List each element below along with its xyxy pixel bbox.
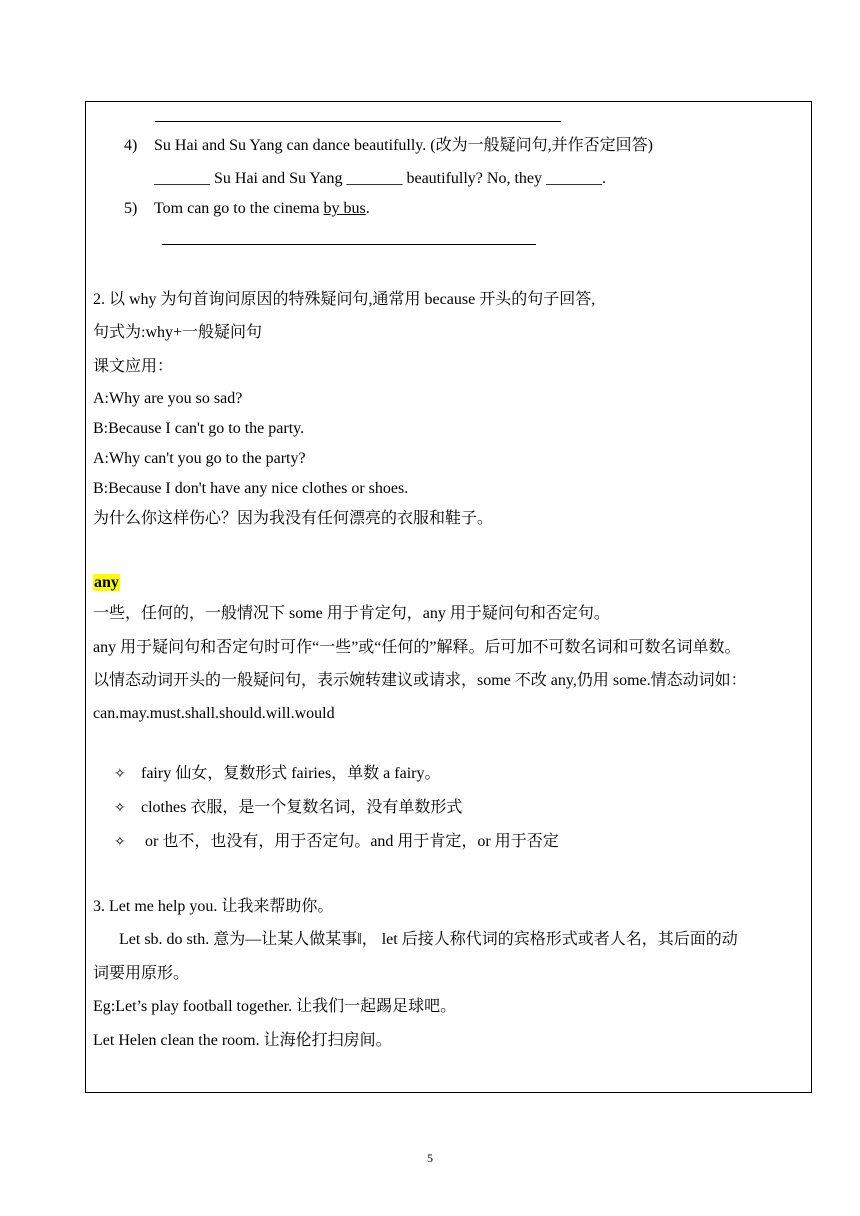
example-line: Eg:Let’s play football together. 让我们一起踢足球吧。 <box>93 998 457 1015</box>
diamond-bullet-icon: ✧ <box>114 800 126 816</box>
vocab-item: or 也不，也没有，用于否定句。and 用于肯定，or 用于否定 <box>145 833 559 850</box>
diamond-bullet-icon: ✧ <box>114 766 126 782</box>
vocab-item: fairy 仙女，复数形式 fairies，单数 a fairy。 <box>141 765 441 782</box>
exercise-text: Su Hai and Su Yang can dance beautifully. (改为一般疑问句,并作否定回答) <box>154 137 653 154</box>
dialogue-line: B:Because I can't go to the party. <box>93 420 305 437</box>
note-line: 一些，任何的，一般情况下 some 用于肯定句，any 用于疑问句和否定句。 <box>93 605 610 622</box>
note-line: 以情态动词开头的一般疑问句，表示婉转建议或请求，some 不改 any,仍用 some.情态动词如： <box>93 672 747 689</box>
example-line: Let Helen clean the room. 让海伦打扫房间。 <box>93 1032 392 1049</box>
answer-line <box>155 121 561 122</box>
keyword-any: any <box>94 574 119 591</box>
underlined-phrase: by bus <box>323 200 366 217</box>
note-line: can.may.must.shall.should.will.would <box>93 705 335 722</box>
exercise-number: 5) <box>124 200 138 217</box>
note-line: any 用于疑问句和否定句时可作“一些”或“任何的”解释。后可加不可数名词和可数名词单数。 <box>93 639 741 656</box>
diamond-bullet-icon: ✧ <box>114 834 126 850</box>
dialogue-line: A:Why can't you go to the party? <box>93 450 306 467</box>
blank[interactable]: _______ <box>346 170 403 187</box>
vocab-item: clothes 衣服，是一个复数名词，没有单数形式 <box>141 799 463 816</box>
explanation-line: 词要用原形。 <box>93 965 190 982</box>
explanation-line: Let sb. do sth. 意为—让某人做某事‖， let 后接人称代词的宾格形式或者人名，其后面的动 <box>119 931 738 948</box>
keyword-highlight <box>93 573 120 593</box>
page-number: 5 <box>427 1151 433 1165</box>
blank[interactable]: _______ <box>154 170 210 187</box>
section-heading: 2. 以 why 为句首询问原因的特殊疑问句,通常用 because 开头的句子回答, <box>93 291 596 308</box>
exercise-number: 4) <box>124 137 138 154</box>
exercise-text <box>154 199 370 219</box>
dialogue-line: A:Why are you so sad? <box>93 390 243 407</box>
blank[interactable]: _______ <box>545 170 602 187</box>
text-part: Tom can go to the cinema <box>154 200 324 217</box>
answer-text: . <box>601 170 606 187</box>
section-heading: 3. Let me help you. 让我来帮助你。 <box>93 898 334 915</box>
sentence-pattern: 句式为:why+一般疑问句 <box>93 324 263 341</box>
application-label: 课文应用： <box>93 358 174 375</box>
answer-line <box>162 244 536 245</box>
text-part: . <box>365 200 370 217</box>
dialogue-line: B:Because I don't have any nice clothes or shoes. <box>93 480 409 497</box>
answer-text: beautifully? No, they <box>406 170 542 187</box>
exercise-answer-line <box>154 169 606 189</box>
answer-text: Su Hai and Su Yang <box>214 170 343 187</box>
translation: 为什么你这样伤心？因为我没有任何漂亮的衣服和鞋子。 <box>93 510 494 527</box>
